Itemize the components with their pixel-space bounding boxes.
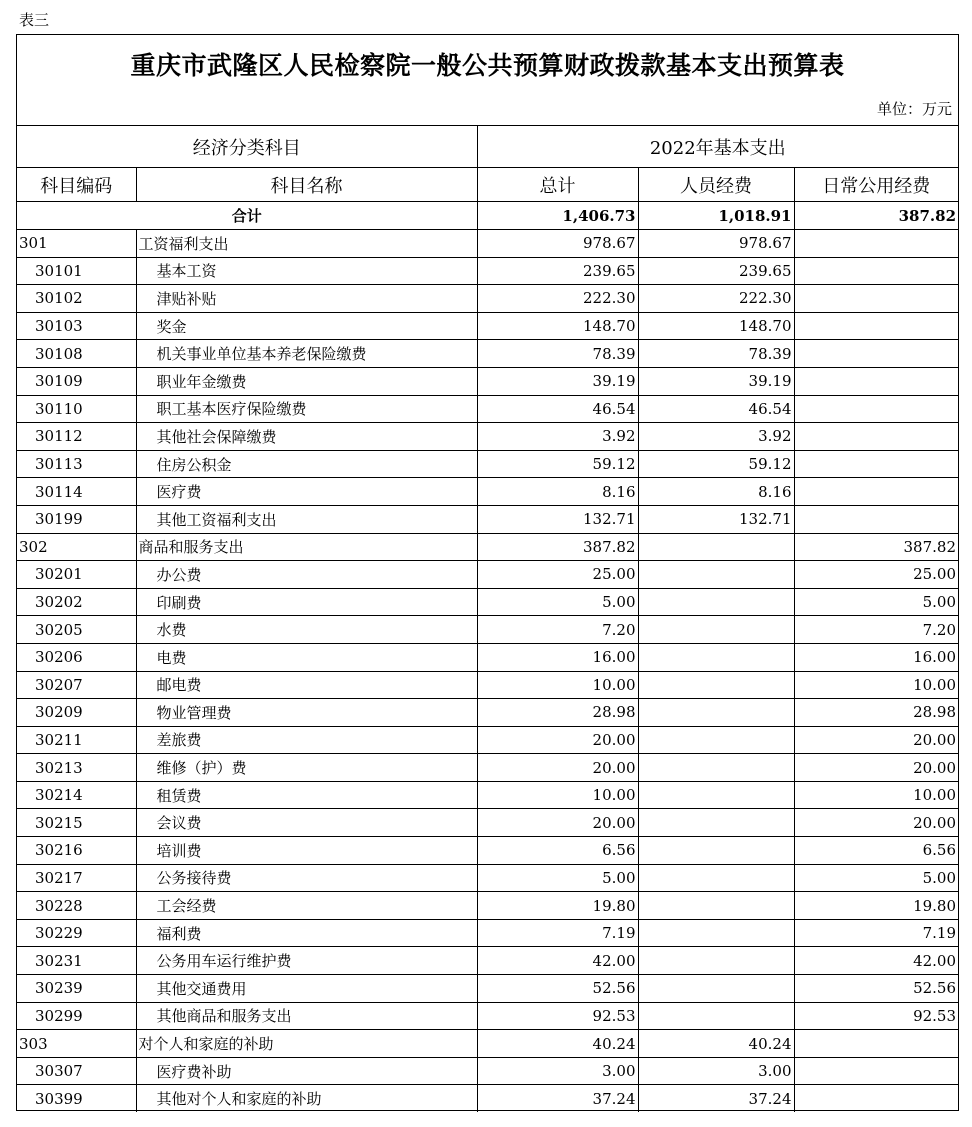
row-total: 7.19 bbox=[477, 919, 638, 947]
table-row bbox=[17, 919, 958, 947]
row-code: 30213 bbox=[17, 754, 136, 782]
row-public: 5.00 bbox=[794, 864, 958, 892]
table-row bbox=[17, 478, 958, 506]
row-personnel bbox=[638, 837, 794, 865]
row-personnel: 132.71 bbox=[638, 505, 794, 533]
row-name: 工资福利支出 bbox=[136, 230, 477, 258]
row-total: 20.00 bbox=[477, 726, 638, 754]
row-public bbox=[794, 423, 958, 451]
total-personnel: 1,018.91 bbox=[638, 202, 794, 230]
row-total: 222.30 bbox=[477, 285, 638, 313]
header-public: 日常公用经费 bbox=[794, 168, 958, 202]
row-name: 租赁费 bbox=[136, 781, 477, 809]
row-personnel: 978.67 bbox=[638, 230, 794, 258]
row-name: 办公费 bbox=[136, 561, 477, 589]
table-label: 表三 bbox=[19, 11, 50, 29]
row-public: 7.19 bbox=[794, 919, 958, 947]
row-code: 30307 bbox=[17, 1057, 136, 1085]
row-personnel: 46.54 bbox=[638, 395, 794, 423]
table-row bbox=[17, 726, 958, 754]
row-code: 30112 bbox=[17, 423, 136, 451]
table-row bbox=[17, 975, 958, 1003]
row-name: 其他社会保障缴费 bbox=[136, 423, 477, 451]
table-row bbox=[17, 285, 958, 313]
table-row bbox=[17, 699, 958, 727]
row-personnel bbox=[638, 726, 794, 754]
row-public: 92.53 bbox=[794, 1002, 958, 1030]
header-total: 总计 bbox=[477, 168, 638, 202]
row-public: 20.00 bbox=[794, 809, 958, 837]
row-total: 78.39 bbox=[477, 340, 638, 368]
row-personnel bbox=[638, 588, 794, 616]
row-name: 物业管理费 bbox=[136, 699, 477, 727]
table-row bbox=[17, 230, 958, 258]
row-total: 5.00 bbox=[477, 588, 638, 616]
row-public: 10.00 bbox=[794, 781, 958, 809]
row-personnel bbox=[638, 781, 794, 809]
row-personnel: 59.12 bbox=[638, 450, 794, 478]
row-total: 10.00 bbox=[477, 781, 638, 809]
row-total: 52.56 bbox=[477, 975, 638, 1003]
row-code: 30108 bbox=[17, 340, 136, 368]
row-personnel bbox=[638, 809, 794, 837]
row-code: 30205 bbox=[17, 616, 136, 644]
row-code: 30217 bbox=[17, 864, 136, 892]
row-name: 维修（护）费 bbox=[136, 754, 477, 782]
header-economic-classification: 经济分类科目 bbox=[17, 126, 477, 168]
row-public: 16.00 bbox=[794, 643, 958, 671]
row-public: 19.80 bbox=[794, 892, 958, 920]
table-row bbox=[17, 533, 958, 561]
page-title: 重庆市武隆区人民检察院一般公共预算财政拨款基本支出预算表 bbox=[130, 51, 845, 80]
row-total: 46.54 bbox=[477, 395, 638, 423]
row-name: 医疗费补助 bbox=[136, 1057, 477, 1085]
row-public bbox=[794, 505, 958, 533]
row-name: 差旅费 bbox=[136, 726, 477, 754]
row-total: 7.20 bbox=[477, 616, 638, 644]
header-row-group bbox=[17, 126, 958, 168]
row-personnel: 3.92 bbox=[638, 423, 794, 451]
row-public: 5.00 bbox=[794, 588, 958, 616]
row-code: 30102 bbox=[17, 285, 136, 313]
row-personnel bbox=[638, 1002, 794, 1030]
row-code: 30211 bbox=[17, 726, 136, 754]
total-row bbox=[17, 202, 958, 230]
row-name: 会议费 bbox=[136, 809, 477, 837]
row-personnel bbox=[638, 947, 794, 975]
row-public bbox=[794, 1030, 958, 1058]
row-total: 19.80 bbox=[477, 892, 638, 920]
table-row bbox=[17, 588, 958, 616]
row-total: 37.24 bbox=[477, 1085, 638, 1112]
row-code: 30113 bbox=[17, 450, 136, 478]
row-personnel bbox=[638, 616, 794, 644]
row-personnel bbox=[638, 561, 794, 589]
table-row bbox=[17, 947, 958, 975]
row-code: 30399 bbox=[17, 1085, 136, 1112]
row-total: 148.70 bbox=[477, 312, 638, 340]
row-public bbox=[794, 230, 958, 258]
total-total: 1,406.73 bbox=[477, 202, 638, 230]
table-row bbox=[17, 892, 958, 920]
row-personnel: 239.65 bbox=[638, 257, 794, 285]
row-name: 公务用车运行维护费 bbox=[136, 947, 477, 975]
row-personnel: 148.70 bbox=[638, 312, 794, 340]
table-row bbox=[17, 616, 958, 644]
table-row bbox=[17, 340, 958, 368]
table-row bbox=[17, 1057, 958, 1085]
row-total: 25.00 bbox=[477, 561, 638, 589]
table-row bbox=[17, 367, 958, 395]
row-total: 3.92 bbox=[477, 423, 638, 451]
row-personnel bbox=[638, 919, 794, 947]
row-total: 10.00 bbox=[477, 671, 638, 699]
header-name: 科目名称 bbox=[136, 168, 477, 202]
row-name: 印刷费 bbox=[136, 588, 477, 616]
row-personnel bbox=[638, 671, 794, 699]
header-row-columns bbox=[17, 168, 958, 202]
row-code: 30202 bbox=[17, 588, 136, 616]
row-public: 6.56 bbox=[794, 837, 958, 865]
row-name: 公务接待费 bbox=[136, 864, 477, 892]
row-public bbox=[794, 367, 958, 395]
row-total: 39.19 bbox=[477, 367, 638, 395]
row-name: 医疗费 bbox=[136, 478, 477, 506]
total-label: 合计 bbox=[17, 202, 477, 230]
table-row bbox=[17, 505, 958, 533]
row-name: 机关事业单位基本养老保险缴费 bbox=[136, 340, 477, 368]
row-total: 239.65 bbox=[477, 257, 638, 285]
table-row bbox=[17, 1002, 958, 1030]
unit-label: 单位：万元 bbox=[876, 100, 952, 118]
row-name: 其他商品和服务支出 bbox=[136, 1002, 477, 1030]
row-name: 职工基本医疗保险缴费 bbox=[136, 395, 477, 423]
row-personnel: 3.00 bbox=[638, 1057, 794, 1085]
row-personnel: 222.30 bbox=[638, 285, 794, 313]
row-code: 30101 bbox=[17, 257, 136, 285]
row-name: 水费 bbox=[136, 616, 477, 644]
row-name: 邮电费 bbox=[136, 671, 477, 699]
row-public: 10.00 bbox=[794, 671, 958, 699]
row-personnel bbox=[638, 699, 794, 727]
table-row bbox=[17, 809, 958, 837]
row-personnel bbox=[638, 975, 794, 1003]
row-code: 30216 bbox=[17, 837, 136, 865]
row-public bbox=[794, 285, 958, 313]
row-code: 30215 bbox=[17, 809, 136, 837]
row-code: 30229 bbox=[17, 919, 136, 947]
row-code: 301 bbox=[17, 230, 136, 258]
row-code: 30207 bbox=[17, 671, 136, 699]
row-code: 30199 bbox=[17, 505, 136, 533]
table-row bbox=[17, 450, 958, 478]
row-total: 20.00 bbox=[477, 754, 638, 782]
header-personnel: 人员经费 bbox=[638, 168, 794, 202]
row-public bbox=[794, 450, 958, 478]
row-code: 30114 bbox=[17, 478, 136, 506]
row-public: 42.00 bbox=[794, 947, 958, 975]
row-total: 978.67 bbox=[477, 230, 638, 258]
row-code: 302 bbox=[17, 533, 136, 561]
row-name: 奖金 bbox=[136, 312, 477, 340]
row-personnel: 39.19 bbox=[638, 367, 794, 395]
row-name: 培训费 bbox=[136, 837, 477, 865]
total-public: 387.82 bbox=[794, 202, 958, 230]
row-code: 303 bbox=[17, 1030, 136, 1058]
row-total: 59.12 bbox=[477, 450, 638, 478]
row-public bbox=[794, 478, 958, 506]
row-name: 其他交通费用 bbox=[136, 975, 477, 1003]
row-public bbox=[794, 1085, 958, 1112]
row-public: 25.00 bbox=[794, 561, 958, 589]
row-name: 住房公积金 bbox=[136, 450, 477, 478]
table-row bbox=[17, 1030, 958, 1058]
row-code: 30231 bbox=[17, 947, 136, 975]
row-code: 30209 bbox=[17, 699, 136, 727]
row-personnel bbox=[638, 892, 794, 920]
row-personnel: 37.24 bbox=[638, 1085, 794, 1112]
row-public: 28.98 bbox=[794, 699, 958, 727]
row-public bbox=[794, 312, 958, 340]
row-name: 津贴补贴 bbox=[136, 285, 477, 313]
row-public: 20.00 bbox=[794, 754, 958, 782]
row-name: 其他工资福利支出 bbox=[136, 505, 477, 533]
row-personnel: 78.39 bbox=[638, 340, 794, 368]
table-row bbox=[17, 671, 958, 699]
row-total: 5.00 bbox=[477, 864, 638, 892]
budget-table-frame bbox=[16, 34, 959, 1111]
row-total: 92.53 bbox=[477, 1002, 638, 1030]
header-basic-expenditure-2022: 2022年基本支出 bbox=[477, 126, 958, 168]
row-code: 30299 bbox=[17, 1002, 136, 1030]
row-name: 基本工资 bbox=[136, 257, 477, 285]
row-name: 商品和服务支出 bbox=[136, 533, 477, 561]
table-row bbox=[17, 423, 958, 451]
row-name: 工会经费 bbox=[136, 892, 477, 920]
row-personnel bbox=[638, 754, 794, 782]
row-code: 30206 bbox=[17, 643, 136, 671]
row-name: 对个人和家庭的补助 bbox=[136, 1030, 477, 1058]
row-name: 其他对个人和家庭的补助 bbox=[136, 1085, 477, 1112]
table-row bbox=[17, 837, 958, 865]
row-total: 3.00 bbox=[477, 1057, 638, 1085]
row-public: 20.00 bbox=[794, 726, 958, 754]
row-total: 132.71 bbox=[477, 505, 638, 533]
table-row bbox=[17, 643, 958, 671]
row-code: 30214 bbox=[17, 781, 136, 809]
header-code: 科目编码 bbox=[17, 168, 136, 202]
row-total: 20.00 bbox=[477, 809, 638, 837]
row-total: 28.98 bbox=[477, 699, 638, 727]
table-row bbox=[17, 561, 958, 589]
row-public: 7.20 bbox=[794, 616, 958, 644]
table-row bbox=[17, 781, 958, 809]
row-public: 52.56 bbox=[794, 975, 958, 1003]
row-personnel bbox=[638, 643, 794, 671]
row-total: 6.56 bbox=[477, 837, 638, 865]
row-code: 30109 bbox=[17, 367, 136, 395]
row-total: 387.82 bbox=[477, 533, 638, 561]
row-code: 30239 bbox=[17, 975, 136, 1003]
table-row bbox=[17, 754, 958, 782]
table-row bbox=[17, 864, 958, 892]
row-total: 16.00 bbox=[477, 643, 638, 671]
row-public bbox=[794, 257, 958, 285]
row-name: 职业年金缴费 bbox=[136, 367, 477, 395]
row-personnel: 8.16 bbox=[638, 478, 794, 506]
row-name: 福利费 bbox=[136, 919, 477, 947]
row-public: 387.82 bbox=[794, 533, 958, 561]
row-personnel bbox=[638, 533, 794, 561]
table-row bbox=[17, 1085, 958, 1112]
row-code: 30201 bbox=[17, 561, 136, 589]
table-row bbox=[17, 312, 958, 340]
row-public bbox=[794, 1057, 958, 1085]
row-total: 8.16 bbox=[477, 478, 638, 506]
budget-table bbox=[17, 125, 958, 1112]
row-total: 40.24 bbox=[477, 1030, 638, 1058]
row-total: 42.00 bbox=[477, 947, 638, 975]
row-code: 30110 bbox=[17, 395, 136, 423]
table-row bbox=[17, 257, 958, 285]
row-public bbox=[794, 395, 958, 423]
table-row bbox=[17, 395, 958, 423]
row-public bbox=[794, 340, 958, 368]
row-code: 30103 bbox=[17, 312, 136, 340]
row-personnel bbox=[638, 864, 794, 892]
row-code: 30228 bbox=[17, 892, 136, 920]
row-personnel: 40.24 bbox=[638, 1030, 794, 1058]
row-name: 电费 bbox=[136, 643, 477, 671]
